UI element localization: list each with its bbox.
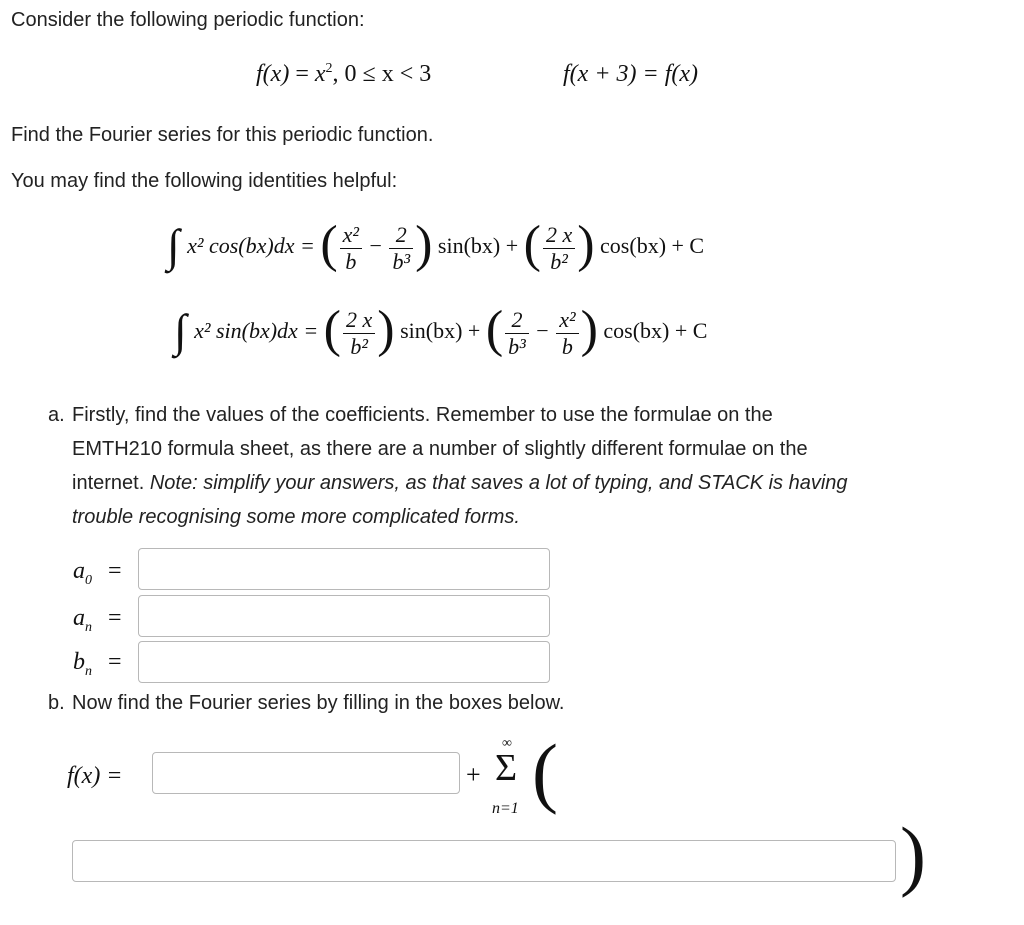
part-a-marker: a. [48, 404, 65, 426]
domain-condition: , 0 ≤ x < 3 [332, 61, 432, 87]
part-a-text [72, 398, 1012, 534]
periodicity-condition: f(x + 3) = f(x) [563, 61, 698, 87]
open-paren: ( [523, 216, 541, 273]
part-a-line: Firstly, find the values of the coefficients. Remember to use the formulae on the [72, 404, 773, 426]
numerator: 2 [505, 307, 529, 333]
function-definition [256, 61, 431, 88]
part-a-line: EMTH210 formula sheet, as there are a number of slightly different formulae on the [72, 438, 808, 460]
part-b-text: Now find the Fourier series by filling in the boxes below. [72, 692, 565, 714]
part-b-marker: b. [48, 692, 65, 714]
identities-intro-text: You may find the following identities helpful: [11, 170, 398, 192]
numerator: 2 x [543, 222, 575, 248]
intro-text: Consider the following periodic function: [11, 9, 365, 31]
fraction [343, 307, 375, 359]
coef-symbol: b [73, 649, 85, 675]
x-base: x [314, 61, 326, 87]
term-func: cos(bx) + C [600, 233, 705, 259]
numerator: x² [556, 307, 578, 333]
close-paren: ) [377, 301, 395, 358]
an-input[interactable] [138, 595, 550, 637]
bn-label [73, 649, 92, 680]
close-paren: ) [577, 216, 595, 273]
a0-label [73, 558, 92, 589]
equals-sign: = [108, 649, 122, 675]
sum-upper-limit: ∞ [502, 736, 512, 751]
coef-subscript: n [85, 663, 92, 679]
close-big-paren: ) [900, 811, 926, 898]
coef-subscript: 0 [85, 572, 92, 588]
identity-cos [167, 216, 705, 274]
coef-symbol: a [73, 558, 85, 584]
sum-lower-limit: n=1 [492, 800, 519, 817]
x-power: 2 [325, 61, 333, 76]
denominator: b [561, 333, 573, 359]
fx-label: f(x) = [67, 763, 123, 789]
close-paren: ) [580, 301, 598, 358]
summand-input[interactable] [72, 840, 896, 882]
fx-symbol: f(x) [256, 61, 290, 87]
equals-sign: = [295, 61, 315, 87]
denominator: b [345, 248, 357, 274]
open-paren: ( [485, 301, 504, 358]
plus-sign: + [466, 760, 481, 789]
part-a-line [72, 466, 1012, 500]
term-func: sin(bx) + [400, 318, 481, 344]
denominator: b² [350, 333, 368, 359]
an-label [73, 605, 92, 636]
bn-input[interactable] [138, 641, 550, 683]
open-paren: ( [323, 301, 341, 358]
equals-sign: = [108, 558, 122, 584]
open-big-paren: ( [532, 728, 558, 815]
open-paren: ( [320, 216, 338, 273]
integral-sign: ∫ [167, 220, 180, 271]
integral-sign: ∫ [174, 305, 187, 356]
fraction [340, 222, 362, 274]
denominator: b³ [508, 333, 526, 359]
find-series-text: Find the Fourier series for this periodic function. [11, 124, 434, 146]
fraction [389, 222, 413, 274]
identity-sin [174, 301, 708, 359]
minus-sign: − [536, 318, 549, 344]
numerator: 2 [389, 222, 413, 248]
coef-subscript: n [85, 619, 92, 635]
fraction [543, 222, 575, 274]
identity-cos-integrand: x² cos(bx)dx = [187, 233, 315, 259]
coef-symbol: a [73, 605, 85, 631]
part-a-note: trouble recognising some more complicated forms. [72, 506, 520, 528]
fraction [556, 307, 578, 359]
constant-term-input[interactable] [152, 752, 460, 794]
part-a-note: Note: simplify your answers, as that saves a lot of typing, and STACK is having [149, 472, 848, 494]
identity-sin-integrand: x² sin(bx)dx = [194, 318, 319, 344]
sigma-icon: Σ [495, 747, 518, 789]
numerator: 2 x [343, 307, 375, 333]
fraction [505, 307, 529, 359]
term-func: cos(bx) + C [603, 318, 708, 344]
a0-input[interactable] [138, 548, 550, 590]
denominator: b² [550, 248, 568, 274]
part-a-line [72, 500, 1012, 534]
term-func: sin(bx) + [437, 233, 519, 259]
denominator: b³ [392, 248, 411, 274]
numerator: x² [340, 222, 362, 248]
equals-sign: = [108, 605, 122, 631]
close-paren: ) [415, 216, 433, 273]
minus-sign: − [369, 233, 382, 259]
part-a-line-normal: internet. [72, 472, 150, 494]
